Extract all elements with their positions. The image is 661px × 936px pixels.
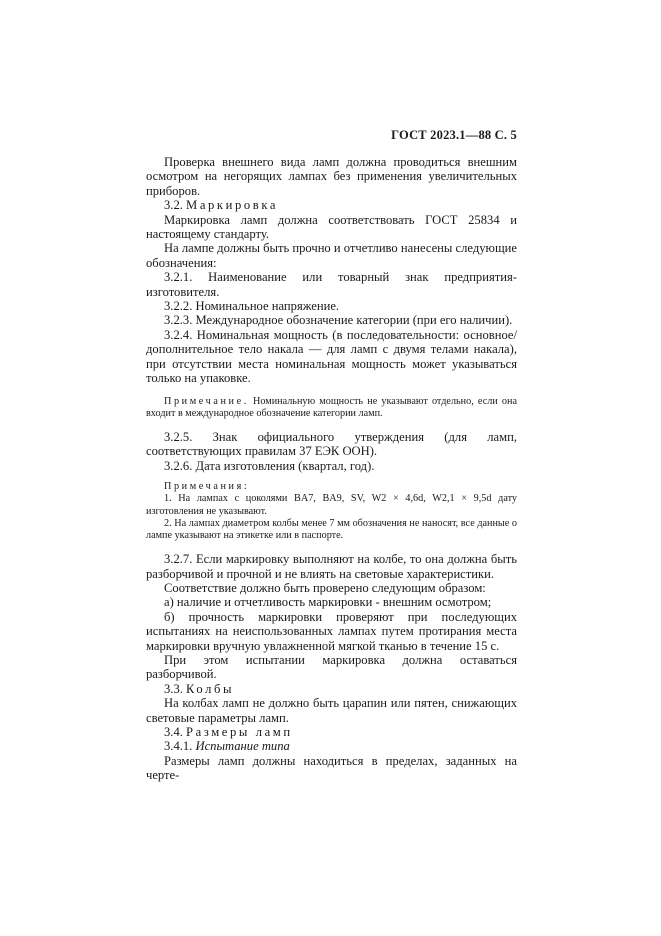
note-item-1: 1. На лампах с цоколями BA7, BA9, SV, W2 × 4,6d, W2,1 × 9,5d дату изготовления не указывают. [146,493,517,517]
item-3-2-6: 3.2.6. Дата изготовления (квартал, год). [164,458,375,473]
document-body [146,155,517,783]
section-number: 3.4. [164,725,183,740]
section-number: 3.4.1. [164,739,193,754]
section-number: 3.2. [164,198,183,213]
section-3-3-heading [146,682,517,696]
paragraph-check-method: Соответствие должно быть проверено следующим образом: [164,580,486,595]
section-title: Колбы [186,681,235,696]
section-3-4-1-heading [146,739,517,753]
note-power [146,396,517,420]
notes-label: Примечания: [164,481,250,493]
note-label: Примечание. [164,395,249,407]
item-3-2-5: 3.2.5. Знак официального утверждения (для ламп, соответствующих правилам 37 ЕЭК ООН). [146,429,517,459]
list-item-b: б) прочность маркировки проверяют при последующих испытаниях на неиспользованных лампах путем протирания места маркировки вручную увлажненной мягкой тканью в течение 15 с. [146,609,517,653]
item-3-2-4: 3.2.4. Номинальная мощность (в последовательности: основное/дополнительное тело накала — для ламп с двумя телами накала), при отсутствии места номинальная мощность может указываться только на упаковке. [146,327,517,386]
item-3-2-7: 3.2.7. Если маркировку выполняют на колбе, то она должна быть разборчивой и прочной и не влиять на световые характеристики. [146,552,517,581]
item-3-2-2: 3.2.2. Номинальное напряжение. [164,299,340,314]
paragraph-readability: При этом испытании маркировка должна оставаться разборчивой. [146,652,517,682]
section-3-2-heading [146,198,517,212]
notes-list [146,481,517,542]
section-title: Размеры ламп [186,725,293,740]
note-power-text [146,396,517,420]
section-3-4-heading [146,725,517,739]
note-item-2: 2. На лампах диаметром колбы менее 7 мм обозначения не наносят, все данные о лампе указывают на этикетке или в паспорте. [146,517,517,541]
section-title: Испытание типа [195,739,290,754]
note-body: Номинальную мощность не указывают отдельно, если она входит в международное обозначение категории ламп. [146,395,517,419]
list-item-a: а) наличие и отчетливость маркировки - внешним осмотром; [164,595,492,610]
item-3-2-3: 3.2.3. Международное обозначение категории (при его наличии). [164,313,513,328]
section-number: 3.3. [164,681,183,696]
paragraph-marking-standard: Маркировка ламп должна соответствовать ГОСТ 25834 и настоящему стандарту. [146,212,517,242]
section-title: Маркировка [186,198,279,213]
paragraph-bulbs: На колбах ламп не должно быть царапин или пятен, снижающих световые параметры ламп. [146,696,517,725]
item-3-2-1: 3.2.1. Наименование или товарный знак предприятия-изготовителя. [146,270,517,299]
page-header: ГОСТ 2023.1—88 С. 5 [391,128,517,142]
paragraph-marking-list-intro: На лампе должны быть прочно и отчетливо нанесены следующие обозначения: [146,241,517,270]
paragraph-dimensions: Размеры ламп должны находиться в пределах, заданных на черте- [146,753,517,783]
paragraph-visual-inspection: Проверка внешнего вида ламп должна проводиться внешним осмотром на негорящих лампах без применения увеличительных приборов. [146,155,517,198]
